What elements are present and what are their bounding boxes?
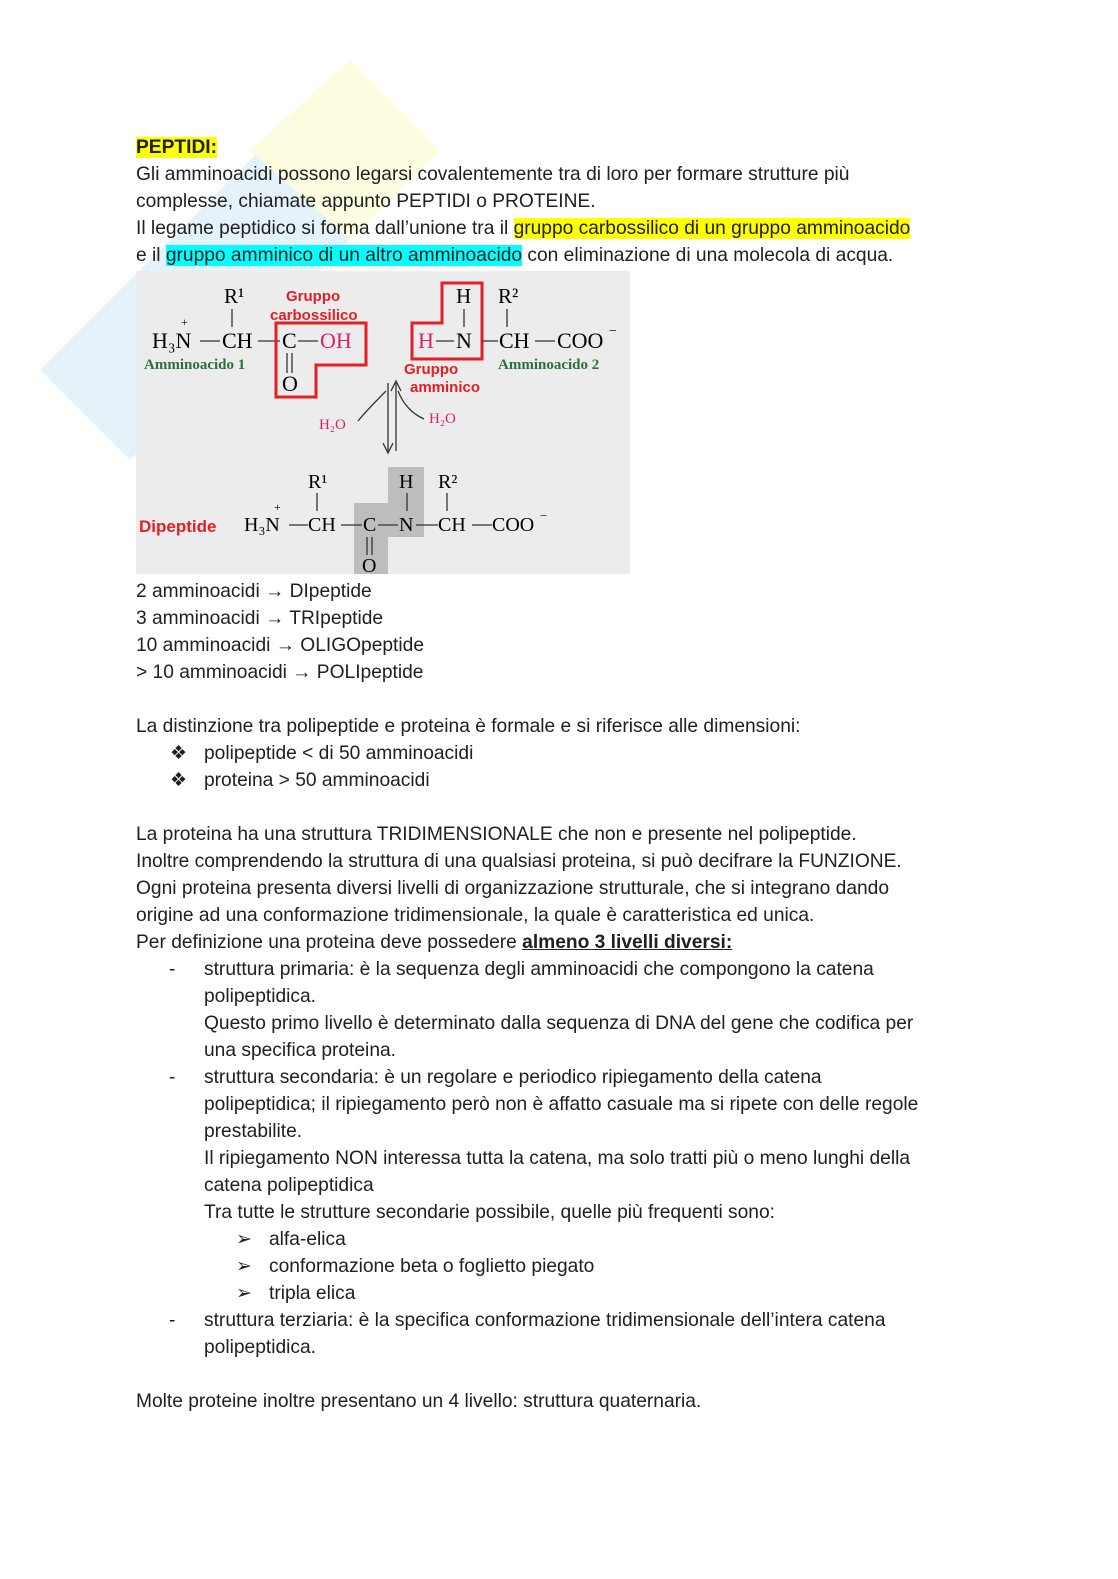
aa2-ch: CH xyxy=(499,328,530,353)
arrowhead-bullet-icon: ➢ xyxy=(236,1283,253,1304)
carboxyl-label-1: Gruppo xyxy=(286,288,341,305)
aa1-c: C xyxy=(282,328,297,353)
aa2-n: N xyxy=(456,328,472,353)
level-secondary-line: prestabilite. xyxy=(204,1121,303,1142)
dipeptide-o: O xyxy=(362,555,377,574)
peptide-type-name: DIpeptide xyxy=(289,581,372,602)
intro-line-1: Gli amminoacidi possono legarsi covalentemente tra di loro per formare strutture più xyxy=(136,164,850,185)
amino-label-1: Gruppo xyxy=(404,361,459,378)
arrow-icon: → xyxy=(265,608,285,629)
aa1-o: O xyxy=(282,371,298,396)
peptide-type-2 xyxy=(136,632,986,659)
page-title: PEPTIDI: xyxy=(136,137,218,158)
level-tertiary xyxy=(136,1307,986,1361)
list-item xyxy=(136,740,986,767)
water-left: H₂O xyxy=(319,417,346,433)
peptide-type-count: > 10 amminoacidi xyxy=(136,662,287,683)
spacer xyxy=(136,1361,986,1388)
dipeptide-h3n: H₃N xyxy=(244,514,280,536)
dipeptide-ch-1: CH xyxy=(308,514,336,536)
peptide-type-1 xyxy=(136,605,986,632)
peptide-type-0 xyxy=(136,578,986,605)
dipeptide-label: Dipeptide xyxy=(139,517,217,536)
level-secondary-line: Tra tutte le strutture secondarie possibile, quelle più frequenti sono: xyxy=(204,1202,775,1223)
arrowhead-bullet-icon: ➢ xyxy=(236,1256,253,1277)
list-item xyxy=(136,1253,986,1280)
dipeptide-minus: − xyxy=(540,508,548,523)
dash-bullet-icon: - xyxy=(169,1067,176,1088)
structure-p4 xyxy=(136,929,986,956)
aa2-r2: R² xyxy=(498,284,519,308)
dipeptide-c: C xyxy=(363,514,377,536)
structure-p3a: Ogni proteina presenta diversi livelli di organizzazione strutturale, che si integrano dando xyxy=(136,878,890,899)
structure-p2: Inoltre comprendendo la struttura di una qualsiasi proteina, si può decifrare la FUNZIONE. xyxy=(136,851,902,872)
intro-line-2: complesse, chiamate appunto PEPTIDI o PROTEINE. xyxy=(136,191,596,212)
dipeptide-n: N xyxy=(399,514,414,536)
list-item-text: alfa-elica xyxy=(269,1229,346,1250)
intro-line-3-text: Il legame peptidico si forma dall’unione tra il xyxy=(136,218,514,239)
peptide-type-name: POLIpeptide xyxy=(316,662,424,683)
list-item xyxy=(136,1226,986,1253)
level-primary-line: struttura primaria: è la sequenza degli amminoacidi che compongono la catena xyxy=(204,959,874,980)
dipeptide-h: H xyxy=(399,471,414,493)
level-primary-line: Questo primo livello è determinato dalla sequenza di DNA del gene che codifica per xyxy=(204,1013,914,1034)
peptide-type-name: OLIGOpeptide xyxy=(300,635,424,656)
level-tertiary-line: struttura terziaria: è la specifica conformazione tridimensionale dell’intera catena xyxy=(204,1310,886,1331)
structure-p4-emphasis: almeno 3 livelli diversi: xyxy=(522,932,733,953)
heading-line xyxy=(136,134,986,161)
peptide-bond-diagram xyxy=(136,271,630,574)
arrow-icon: → xyxy=(275,635,295,656)
peptide-bond-figure xyxy=(136,271,630,574)
aa2-h: H xyxy=(456,284,472,308)
list-item xyxy=(136,1280,986,1307)
peptide-type-3 xyxy=(136,659,986,686)
arrow-icon: → xyxy=(265,581,285,602)
dash-bullet-icon: - xyxy=(169,959,176,980)
level-secondary-line: polipeptidica; il ripiegamento però non è affatto casuale ma si ripete con delle regole xyxy=(204,1094,919,1115)
carboxyl-label-2: carbossilico xyxy=(270,307,358,324)
aa2-coo: COO xyxy=(557,328,604,353)
list-item-text: polipeptide < di 50 amminoacidi xyxy=(204,743,474,764)
level-secondary-line: Il ripiegamento NON interessa tutta la catena, ma solo tratti più o meno lunghi della xyxy=(204,1148,911,1169)
list-item-text: tripla elica xyxy=(269,1283,356,1304)
level-primary-line: una specifica proteina. xyxy=(204,1040,396,1061)
intro-line-4-post: con eliminazione di una molecola di acqua. xyxy=(522,245,894,266)
level-secondary-line: struttura secondaria: è un regolare e periodico ripiegamento della catena xyxy=(204,1067,822,1088)
spacer xyxy=(136,686,986,713)
aa2-minus: − xyxy=(609,324,617,339)
list-item-text: proteina > 50 amminoacidi xyxy=(204,770,430,791)
amino-highlight: gruppo amminico di un altro amminoacido xyxy=(165,245,523,266)
intro-line-4-pre: e il xyxy=(136,245,166,266)
diamond-bullet-icon: ❖ xyxy=(170,743,188,764)
level-secondary-line: catena polipeptidica xyxy=(204,1175,374,1196)
intro-line-4 xyxy=(136,242,986,269)
water-right: H₂O xyxy=(429,411,456,427)
dipeptide-r2: R² xyxy=(438,471,458,493)
intro-line-3 xyxy=(136,215,986,242)
carboxyl-highlight: gruppo carbossilico di un gruppo amminoacido xyxy=(513,218,911,239)
aa1-h3n: H₃N xyxy=(152,328,192,353)
aa1-r1: R¹ xyxy=(224,284,245,308)
diamond-bullet-icon: ❖ xyxy=(170,770,188,791)
structure-p3b: origine ad una conformazione tridimensionale, la quale è caratteristica ed unica. xyxy=(136,905,815,926)
document-body xyxy=(136,134,986,1415)
aa1-label: Amminoacido 1 xyxy=(144,357,246,373)
level-primary-line: polipeptidica. xyxy=(204,986,317,1007)
dipeptide-coo: COO xyxy=(492,514,535,536)
arrow-icon: → xyxy=(292,662,312,683)
level-tertiary-line: polipeptidica. xyxy=(204,1337,317,1358)
dipeptide-ch-2: CH xyxy=(438,514,466,536)
aa1-ch: CH xyxy=(222,328,253,353)
arrowhead-bullet-icon: ➢ xyxy=(236,1229,253,1250)
amino-label-2: amminico xyxy=(410,379,481,396)
dash-bullet-icon: - xyxy=(169,1310,176,1331)
aa2-h-left: H xyxy=(418,328,434,353)
spacer xyxy=(136,794,986,821)
peptide-type-count: 10 amminoacidi xyxy=(136,635,271,656)
list-item-text: conformazione beta o foglietto piegato xyxy=(269,1256,595,1277)
peptide-type-name: TRIpeptide xyxy=(289,608,384,629)
structure-p1: La proteina ha una struttura TRIDIMENSIONALE che non e presente nel polipeptide. xyxy=(136,824,857,845)
aa1-plus: + xyxy=(181,315,188,329)
dipeptide-plus: + xyxy=(274,500,281,514)
level-secondary xyxy=(136,1064,986,1226)
dipeptide-r1: R¹ xyxy=(308,471,328,493)
closing-text: Molte proteine inoltre presentano un 4 livello: struttura quaternaria. xyxy=(136,1391,702,1412)
peptide-type-count: 2 amminoacidi xyxy=(136,581,260,602)
aa1-oh: OH xyxy=(320,328,352,353)
peptide-type-count: 3 amminoacidi xyxy=(136,608,260,629)
distinction-text: La distinzione tra polipeptide e proteina è formale e si riferisce alle dimensioni: xyxy=(136,716,801,737)
aa2-label: Amminoacido 2 xyxy=(498,357,600,373)
structure-p4-text: Per definizione una proteina deve possedere xyxy=(136,932,523,953)
level-primary xyxy=(136,956,986,1064)
list-item xyxy=(136,767,986,794)
